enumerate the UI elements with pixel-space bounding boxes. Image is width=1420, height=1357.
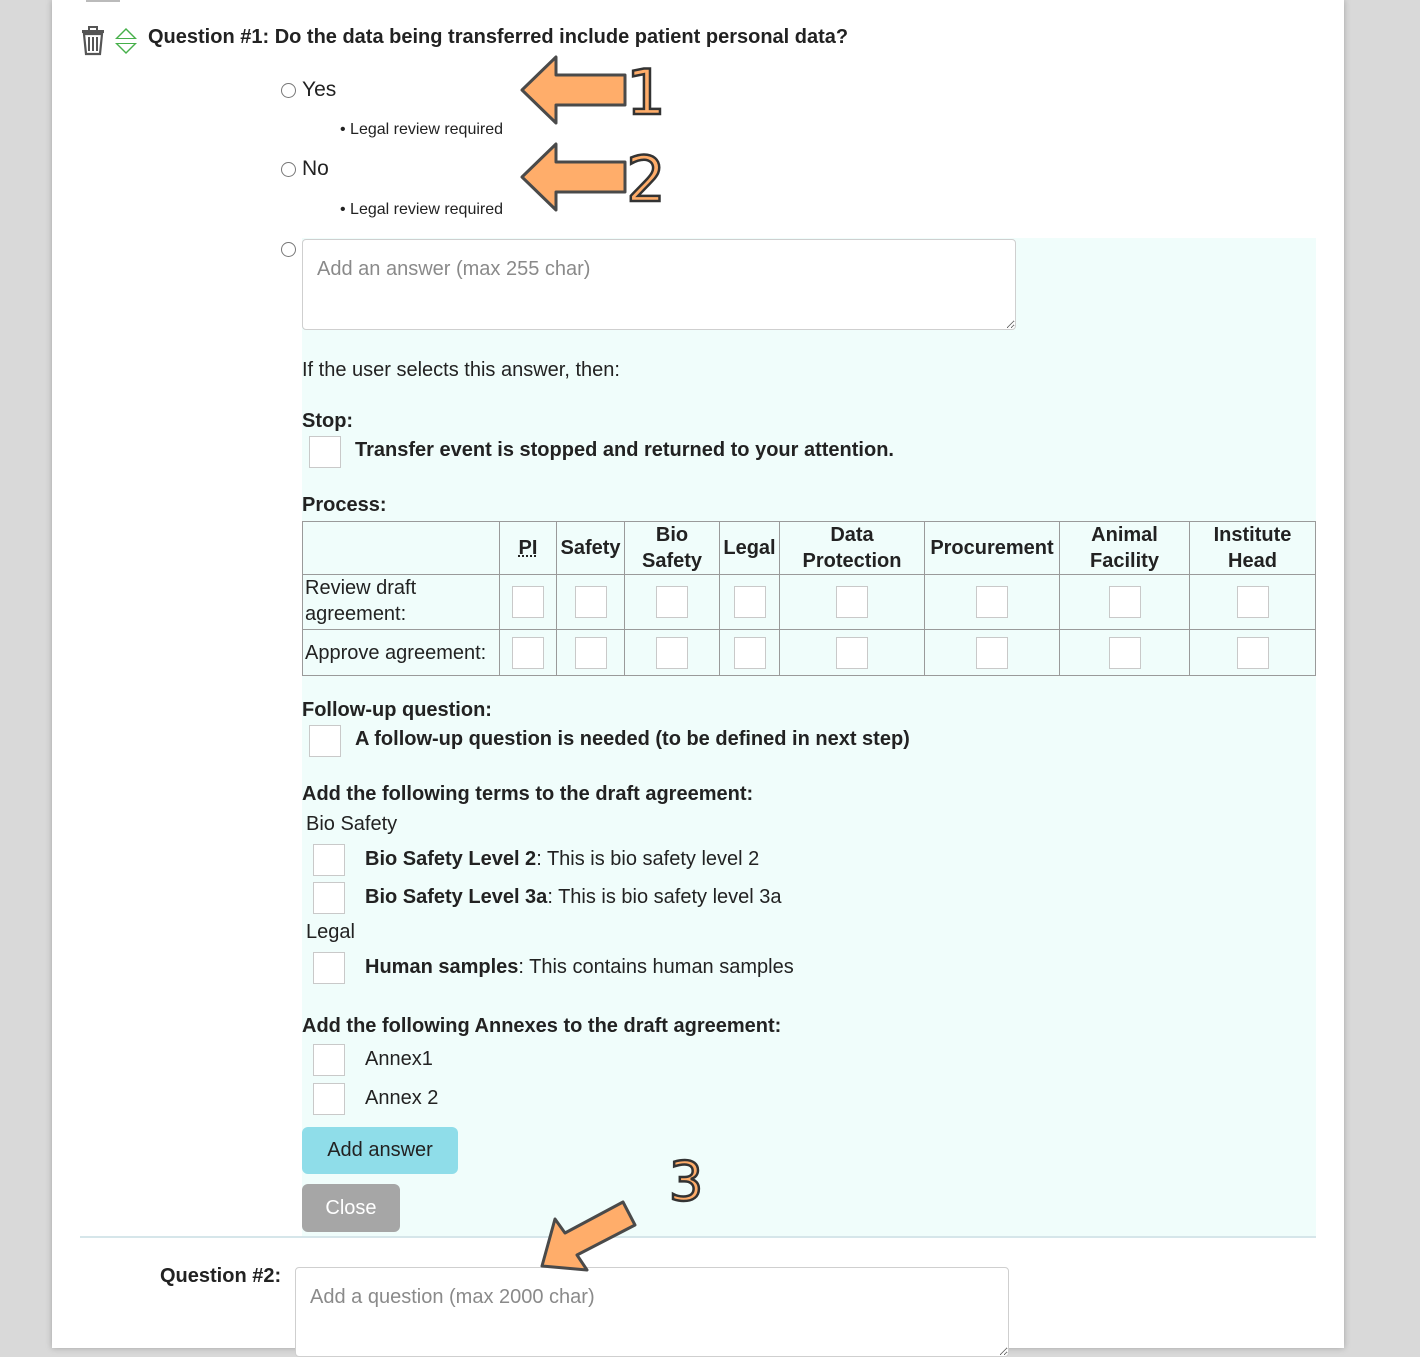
callout-number-2: 2 (626, 143, 666, 216)
delete-icon[interactable] (80, 26, 106, 61)
callout-number-3: 3 (668, 1150, 704, 1213)
col-animal-facility: Animal Facility (1060, 522, 1190, 575)
annexes-heading: Add the following Annexes to the draft agreement: (302, 1015, 782, 1037)
option-no-label: No (302, 157, 329, 180)
reorder-icon[interactable] (112, 25, 140, 62)
review-animal-facility-checkbox[interactable] (1109, 586, 1141, 618)
process-table (302, 521, 1316, 676)
term-bsl3a-label: Bio Safety Level 3a: This is bio safety level 3a (365, 886, 782, 908)
review-pi-checkbox[interactable] (512, 586, 544, 618)
followup-text: A follow-up question is needed (to be defined in next step) (355, 728, 910, 750)
add-answer-button[interactable]: Add answer (302, 1127, 458, 1174)
new-answer-input[interactable] (302, 239, 1016, 330)
followup-heading: Follow-up question: (302, 699, 492, 721)
terms-heading: Add the following terms to the draft agreement: (302, 783, 754, 805)
stop-text: Transfer event is stopped and returned to your attention. (355, 439, 894, 461)
term-bsl3a-checkbox[interactable] (313, 882, 345, 914)
top-divider (86, 0, 120, 2)
question-1-title: Question #1: Do the data being transferred include patient personal data? (148, 26, 849, 48)
followup-checkbox[interactable] (309, 725, 341, 757)
process-heading: Process: (302, 494, 387, 516)
process-row-review (303, 575, 1316, 630)
option-no-note: • Legal review required (340, 201, 504, 218)
row-label-approve: Approve agreement: (303, 630, 500, 676)
term-bsl2-label: Bio Safety Level 2: This is bio safety level 2 (365, 848, 760, 870)
col-legal: Legal (720, 522, 780, 575)
row-label-review: Review draft agreement: (303, 575, 500, 630)
col-bio-safety: Bio Safety (625, 522, 720, 575)
approve-data-protection-checkbox[interactable] (836, 637, 868, 669)
panel-intro: If the user selects this answer, then: (302, 359, 620, 381)
col-safety: Safety (557, 522, 625, 575)
approve-legal-checkbox[interactable] (734, 637, 766, 669)
terms-group-bio-safety: Bio Safety (306, 813, 398, 835)
option-yes-note: • Legal review required (340, 121, 504, 138)
option-yes-radio[interactable] (281, 83, 296, 98)
approve-institute-head-checkbox[interactable] (1237, 637, 1269, 669)
review-institute-head-checkbox[interactable] (1237, 586, 1269, 618)
section-divider (80, 1236, 1316, 1238)
close-button[interactable]: Close (302, 1184, 400, 1232)
process-row-approve (303, 630, 1316, 676)
approve-safety-checkbox[interactable] (575, 637, 607, 669)
review-safety-checkbox[interactable] (575, 586, 607, 618)
process-corner (303, 522, 500, 575)
terms-group-legal: Legal (306, 921, 355, 943)
option-new-radio[interactable] (281, 242, 296, 257)
approve-pi-checkbox[interactable] (512, 637, 544, 669)
term-bsl2-checkbox[interactable] (313, 844, 345, 876)
term-human-samples-label: Human samples: This contains human samples (365, 956, 794, 978)
stop-checkbox[interactable] (309, 436, 341, 468)
col-procurement: Procurement (925, 522, 1060, 575)
question-2-input[interactable] (295, 1267, 1009, 1357)
option-no-radio[interactable] (281, 162, 296, 177)
callout-number-1: 1 (626, 56, 666, 129)
stop-heading: Stop: (302, 410, 354, 432)
question-editor-page (52, 0, 1344, 1348)
col-institute-head: Institute Head (1190, 522, 1316, 575)
option-yes-label: Yes (302, 78, 337, 101)
term-human-samples-checkbox[interactable] (313, 952, 345, 984)
approve-procurement-checkbox[interactable] (976, 637, 1008, 669)
col-data-protection: Data Protection (780, 522, 925, 575)
annex-2-checkbox[interactable] (313, 1083, 345, 1115)
review-procurement-checkbox[interactable] (976, 586, 1008, 618)
col-pi: PI (500, 522, 557, 575)
annex-1-checkbox[interactable] (313, 1044, 345, 1076)
annex-1-label: Annex1 (365, 1048, 433, 1070)
review-data-protection-checkbox[interactable] (836, 586, 868, 618)
annex-2-label: Annex 2 (365, 1087, 439, 1109)
approve-bio-safety-checkbox[interactable] (656, 637, 688, 669)
review-legal-checkbox[interactable] (734, 586, 766, 618)
question-2-label: Question #2: (160, 1265, 282, 1287)
approve-animal-facility-checkbox[interactable] (1109, 637, 1141, 669)
review-bio-safety-checkbox[interactable] (656, 586, 688, 618)
